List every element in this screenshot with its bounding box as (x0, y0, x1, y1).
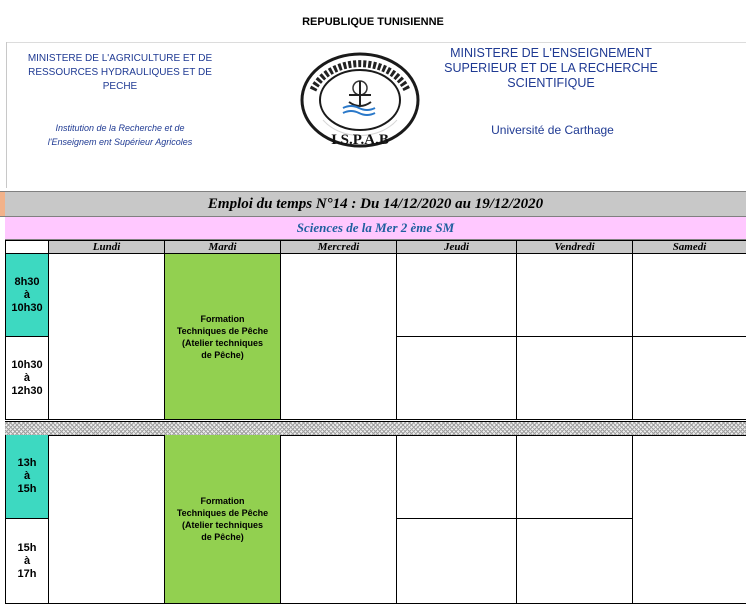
slot-1-start: 8h30 (14, 275, 40, 288)
course-a-line-3: (Atelier techniques (181, 520, 264, 530)
ispab-logo-icon (299, 50, 421, 150)
time-slot-4 (5, 519, 49, 604)
right-ministry-line-1: MINISTERE DE L'ENSEIGNEMENT (450, 46, 652, 60)
left-institution-line-1: Institution de la Recherche et de (55, 123, 185, 133)
slot-3-start: 13h (17, 457, 37, 469)
course-mardi-afternoon (165, 435, 281, 604)
course-m-line-3: (Atelier techniques (181, 337, 264, 348)
slot-4-end: 17h (17, 567, 37, 580)
slot-3-end: 15h (17, 483, 37, 495)
course-m-line-1: Formation (200, 313, 245, 324)
slot-3-sep: à (23, 470, 31, 482)
left-institution (20, 121, 220, 149)
cell-samedi-slot1 (633, 254, 746, 337)
header-vertical-line (6, 42, 7, 188)
republic-title: REPUBLIQUE TUNISIENNE (302, 16, 444, 28)
cell-vendredi-slot1 (517, 254, 633, 337)
time-slot-3 (5, 435, 49, 519)
course-a-line-1: Formation (200, 496, 245, 506)
cell-samedi-afternoon (633, 435, 746, 604)
ispab-logo (299, 50, 421, 150)
slot-2-start: 10h30 (11, 358, 43, 371)
schedule-subtitle: Sciences de la Mer 2 ème SM (5, 217, 746, 240)
day-header-mardi: Mardi (165, 240, 281, 254)
day-header-mercredi: Mercredi (281, 240, 397, 254)
slot-4-sep: à (23, 554, 31, 567)
left-ministry (10, 52, 230, 94)
cell-mercredi-morning (281, 254, 397, 420)
slot-2-end: 12h30 (11, 384, 43, 397)
slot-1-end: 10h30 (11, 301, 43, 314)
cell-lundi-afternoon (49, 435, 165, 604)
cell-jeudi-slot2 (397, 337, 517, 420)
left-ministry-line-1: MINISTERE DE L'AGRICULTURE ET DE (27, 53, 213, 64)
day-header-vendredi: Vendredi (517, 240, 633, 254)
cell-jeudi-slot4 (397, 519, 517, 604)
left-ministry-line-3: PECHE (102, 81, 138, 92)
cell-jeudi-slot3 (397, 435, 517, 519)
right-ministry-line-2: SUPERIEUR ET DE LA RECHERCHE (444, 61, 658, 75)
course-a-line-4: de Pêche) (201, 532, 244, 542)
left-ministry-line-2: RESSOURCES HYDRAULIQUES ET DE (28, 67, 212, 78)
cell-mercredi-afternoon (281, 435, 397, 604)
course-a-line-2: Techniques de Pêche (176, 508, 269, 518)
day-header-jeudi: Jeudi (397, 240, 517, 254)
right-ministry-line-3: SCIENTIFIQUE (507, 76, 595, 90)
lunch-separator (5, 421, 746, 436)
cell-vendredi-slot4 (517, 519, 633, 604)
header-divider (6, 42, 746, 43)
slot-4-start: 15h (17, 541, 37, 554)
time-slot-1 (5, 254, 49, 337)
cell-jeudi-slot1 (397, 254, 517, 337)
right-ministry (420, 46, 682, 91)
slot-2-sep: à (23, 371, 31, 384)
course-mardi-morning (165, 254, 281, 420)
corner-cell (5, 240, 49, 254)
logo-text: I.S.P.A.B (331, 132, 389, 148)
day-header-samedi: Samedi (633, 240, 746, 254)
time-slot-2 (5, 337, 49, 420)
schedule-title: Emploi du temps N°14 : Du 14/12/2020 au 19/12/2020 (5, 191, 746, 217)
course-m-line-4: de Pêche) (201, 349, 244, 360)
course-m-line-2: Techniques de Pêche (176, 325, 269, 336)
cell-vendredi-slot3 (517, 435, 633, 519)
left-institution-line-2: l'Enseignem ent Supérieur Agricoles (47, 137, 193, 147)
cell-samedi-slot2 (633, 337, 746, 420)
slot-1-sep: à (23, 288, 31, 301)
cell-vendredi-slot2 (517, 337, 633, 420)
cell-lundi-morning (49, 254, 165, 420)
day-header-lundi: Lundi (49, 240, 165, 254)
university-name: Université de Carthage (491, 123, 614, 137)
